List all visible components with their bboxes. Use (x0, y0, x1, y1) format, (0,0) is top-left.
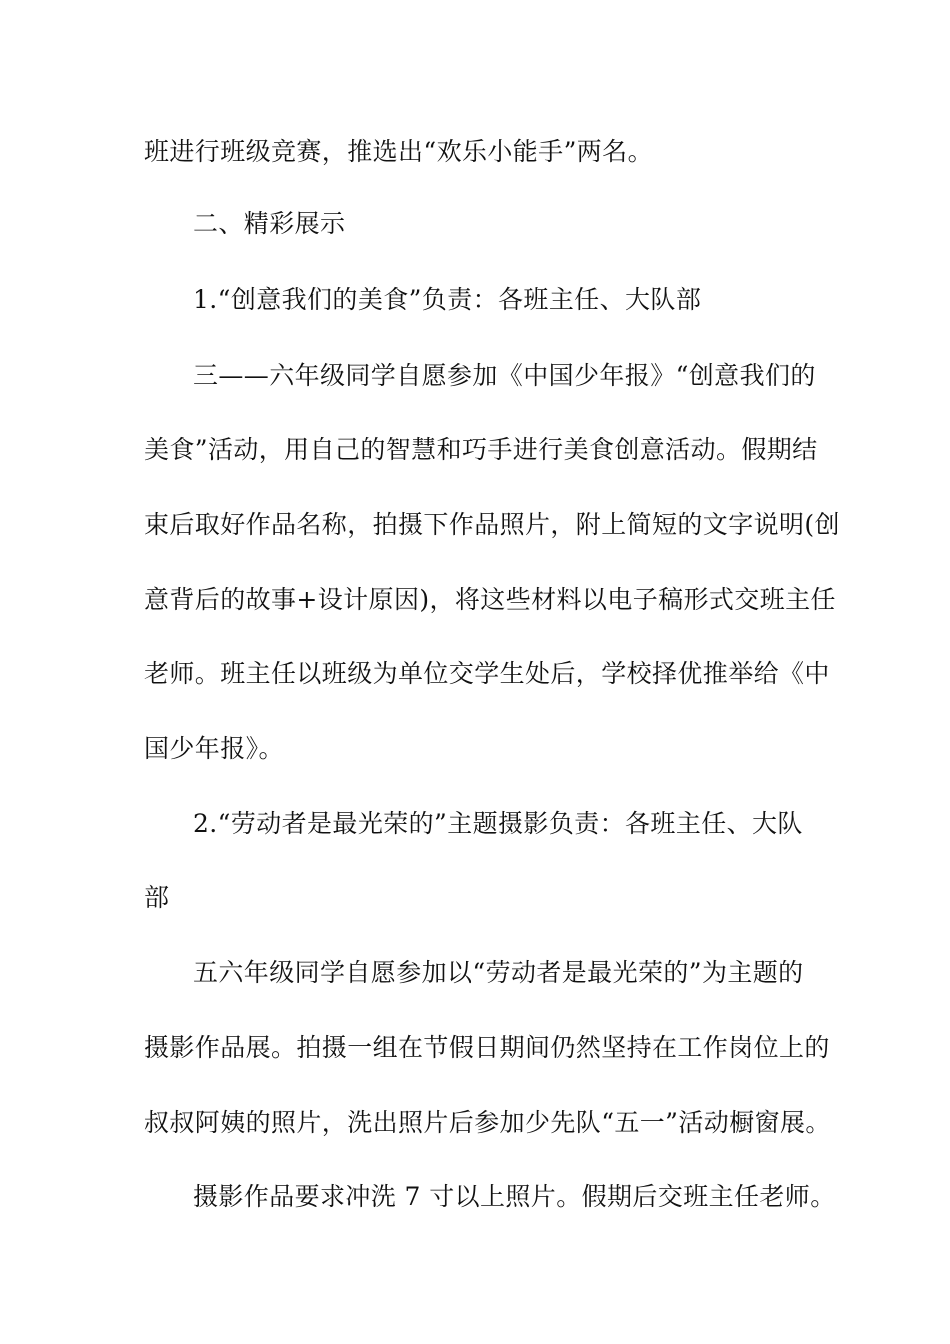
paragraph-line: 叔叔阿姨的照片，洗出照片后参加少先队“五一”活动橱窗展。 (144, 1108, 831, 1137)
paragraph-line: 束后取好作品名称，拍摄下作品照片，附上简短的文字说明(创 (144, 510, 840, 539)
item-heading: 2.“劳动者是最光荣的”主题摄影负责：各班主任、大队 (193, 809, 803, 838)
paragraph-line: 五六年级同学自愿参加以“劳动者是最光荣的”为主题的 (193, 958, 804, 987)
paragraph-line: 摄影作品展。拍摄一组在节假日期间仍然坚持在工作岗位上的 (144, 1033, 830, 1062)
paragraph-line: 班进行班级竞赛，推选出“欢乐小能手”两名。 (144, 137, 653, 166)
paragraph-line: 意背后的故事+设计原因)，将这些材料以电子稿形式交班主任 (144, 585, 836, 614)
section-heading: 二、精彩展示 (193, 209, 346, 238)
item-heading: 1.“创意我们的美食”负责：各班主任、大队部 (193, 285, 702, 314)
paragraph-line: 美食”活动，用自己的智慧和巧手进行美食创意活动。假期结 (144, 435, 818, 464)
paragraph-line: 摄影作品要求冲洗 7 寸以上照片。假期后交班主任老师。 (193, 1182, 836, 1211)
item-heading: 部 (144, 883, 170, 912)
paragraph-line: 国少年报》。 (144, 734, 284, 763)
paragraph-line: 老师。班主任以班级为单位交学生处后，学校择优推举给《中 (144, 659, 830, 688)
paragraph-line: 三——六年级同学自愿参加《中国少年报》“创意我们的 (193, 361, 816, 390)
